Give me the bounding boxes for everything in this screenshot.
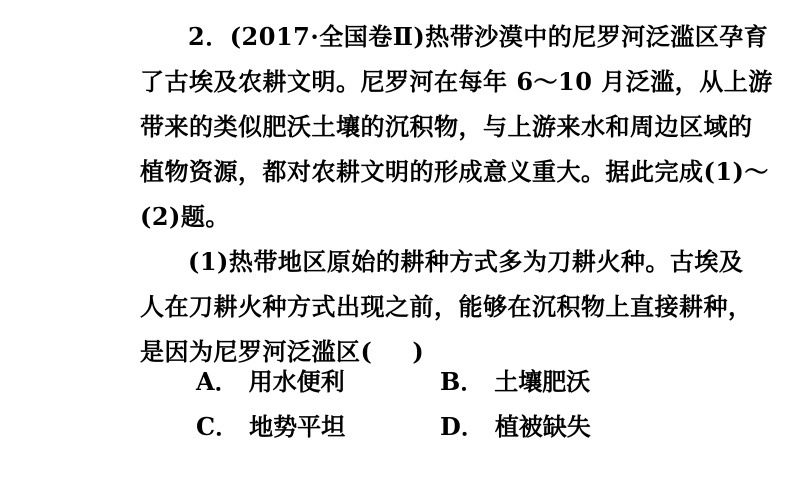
sub-question-line: (1)热带地区原始的耕种方式多为刀耕火种。古埃及 xyxy=(188,247,744,276)
option-letter: C． xyxy=(196,412,240,441)
sub-question-suffix: ) xyxy=(412,337,425,366)
answer-options xyxy=(140,359,760,449)
option-text: 地势平坦 xyxy=(249,412,346,441)
stem-line: (2)题。 xyxy=(140,202,230,231)
stem-line: 2．(2017·全国卷Ⅱ)热带沙漠中的尼罗河泛滥区孕育 xyxy=(188,22,769,51)
options-row xyxy=(140,359,760,404)
stem-line: 带来的类似肥沃土壤的沉积物，与上游来水和周边区域的 xyxy=(140,112,753,141)
stem-line: 植物资源，都对农耕文明的形成意义重大。据此完成(1)～ xyxy=(140,157,769,186)
option-b[interactable] xyxy=(440,359,590,404)
option-c[interactable] xyxy=(196,404,345,449)
option-d[interactable] xyxy=(440,404,591,449)
option-text: 用水便利 xyxy=(248,367,345,396)
option-letter: A． xyxy=(196,367,239,396)
stem-line: 了古埃及农耕文明。尼罗河在每年 6～10 月泛滥，从上游 xyxy=(140,67,773,96)
option-text: 土壤肥沃 xyxy=(494,367,591,396)
sub-question-prefix: 是因为尼罗河泛滥区( xyxy=(140,337,373,366)
option-text: 植被缺失 xyxy=(494,412,591,441)
option-letter: B． xyxy=(440,367,485,396)
sub-question xyxy=(140,239,760,374)
options-row xyxy=(140,404,760,449)
sub-question-line: 人在刀耕火种方式出现之前，能够在沉积物上直接耕种， xyxy=(140,292,753,321)
option-letter: D． xyxy=(440,412,485,441)
question-stem xyxy=(140,14,773,239)
option-a[interactable] xyxy=(196,359,345,404)
